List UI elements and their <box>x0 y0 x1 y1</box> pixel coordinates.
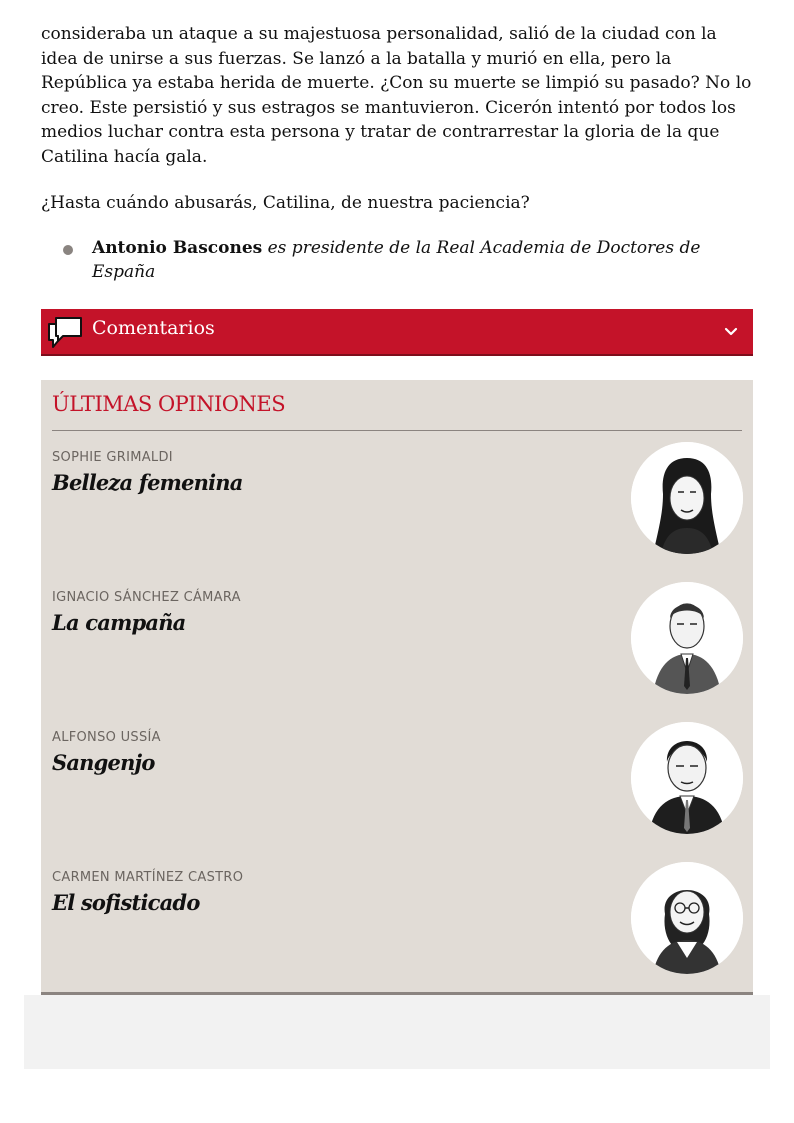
author-portrait[interactable] <box>631 862 743 974</box>
opinion-title-link[interactable]: La campaña <box>52 610 186 635</box>
bullet-icon <box>63 245 73 255</box>
opinion-title-link[interactable]: Sangenjo <box>52 750 155 775</box>
author-portrait[interactable] <box>631 582 743 694</box>
portrait-sketch-icon <box>631 442 743 554</box>
article-body <box>41 22 753 285</box>
opinion-author: ALFONSO USSÍA <box>52 730 161 745</box>
comments-toggle-bar[interactable] <box>41 309 753 356</box>
portrait-sketch-icon <box>631 862 743 974</box>
opinion-item <box>52 870 742 990</box>
opinion-item <box>52 730 742 850</box>
latest-opinions-panel <box>41 380 753 996</box>
portrait-sketch-icon <box>631 722 743 834</box>
opinion-title-link[interactable]: Belleza femenina <box>52 470 243 495</box>
comments-label: Comentarios <box>92 317 215 339</box>
opinion-title-link[interactable]: El sofisticado <box>52 890 200 915</box>
speech-bubbles-icon <box>47 315 83 349</box>
opinion-item <box>52 450 742 570</box>
opinion-author: CARMEN MARTÍNEZ CASTRO <box>52 870 244 885</box>
author-role: es presidente de la Real Academia de Doctores de España <box>92 237 701 282</box>
author-portrait[interactable] <box>631 722 743 834</box>
author-name: Antonio Bascones <box>92 237 263 258</box>
footer-placeholder <box>24 995 770 1069</box>
latest-opinions-heading: ÚLTIMAS OPINIONES <box>52 392 286 416</box>
article-paragraph: ¿Hasta cuándo abusarás, Catilina, de nuestra paciencia? <box>41 193 530 213</box>
author-portrait[interactable] <box>631 442 743 554</box>
portrait-sketch-icon <box>631 582 743 694</box>
opinion-item <box>52 590 742 710</box>
author-bio <box>41 236 753 285</box>
chevron-down-icon[interactable] <box>723 323 739 339</box>
opinion-author: IGNACIO SÁNCHEZ CÁMARA <box>52 590 241 605</box>
divider <box>52 430 742 431</box>
article-paragraph: consideraba un ataque a su majestuosa personalidad, salió de la ciudad con la idea de unirse a sus fuerzas. Se lanzó a la batalla y murió en ella, pero la República ya estaba herida de muerte. ¿Con su muerte se limpió su pasado? No lo creo. Este persistió y sus estragos se mantuvieron. Cicerón intentó por todos los medios luchar contra esta persona y tratar de contrarrestar la gloria de la que Catilina hacía gala. <box>41 24 752 167</box>
opinion-author: SOPHIE GRIMALDI <box>52 450 173 465</box>
